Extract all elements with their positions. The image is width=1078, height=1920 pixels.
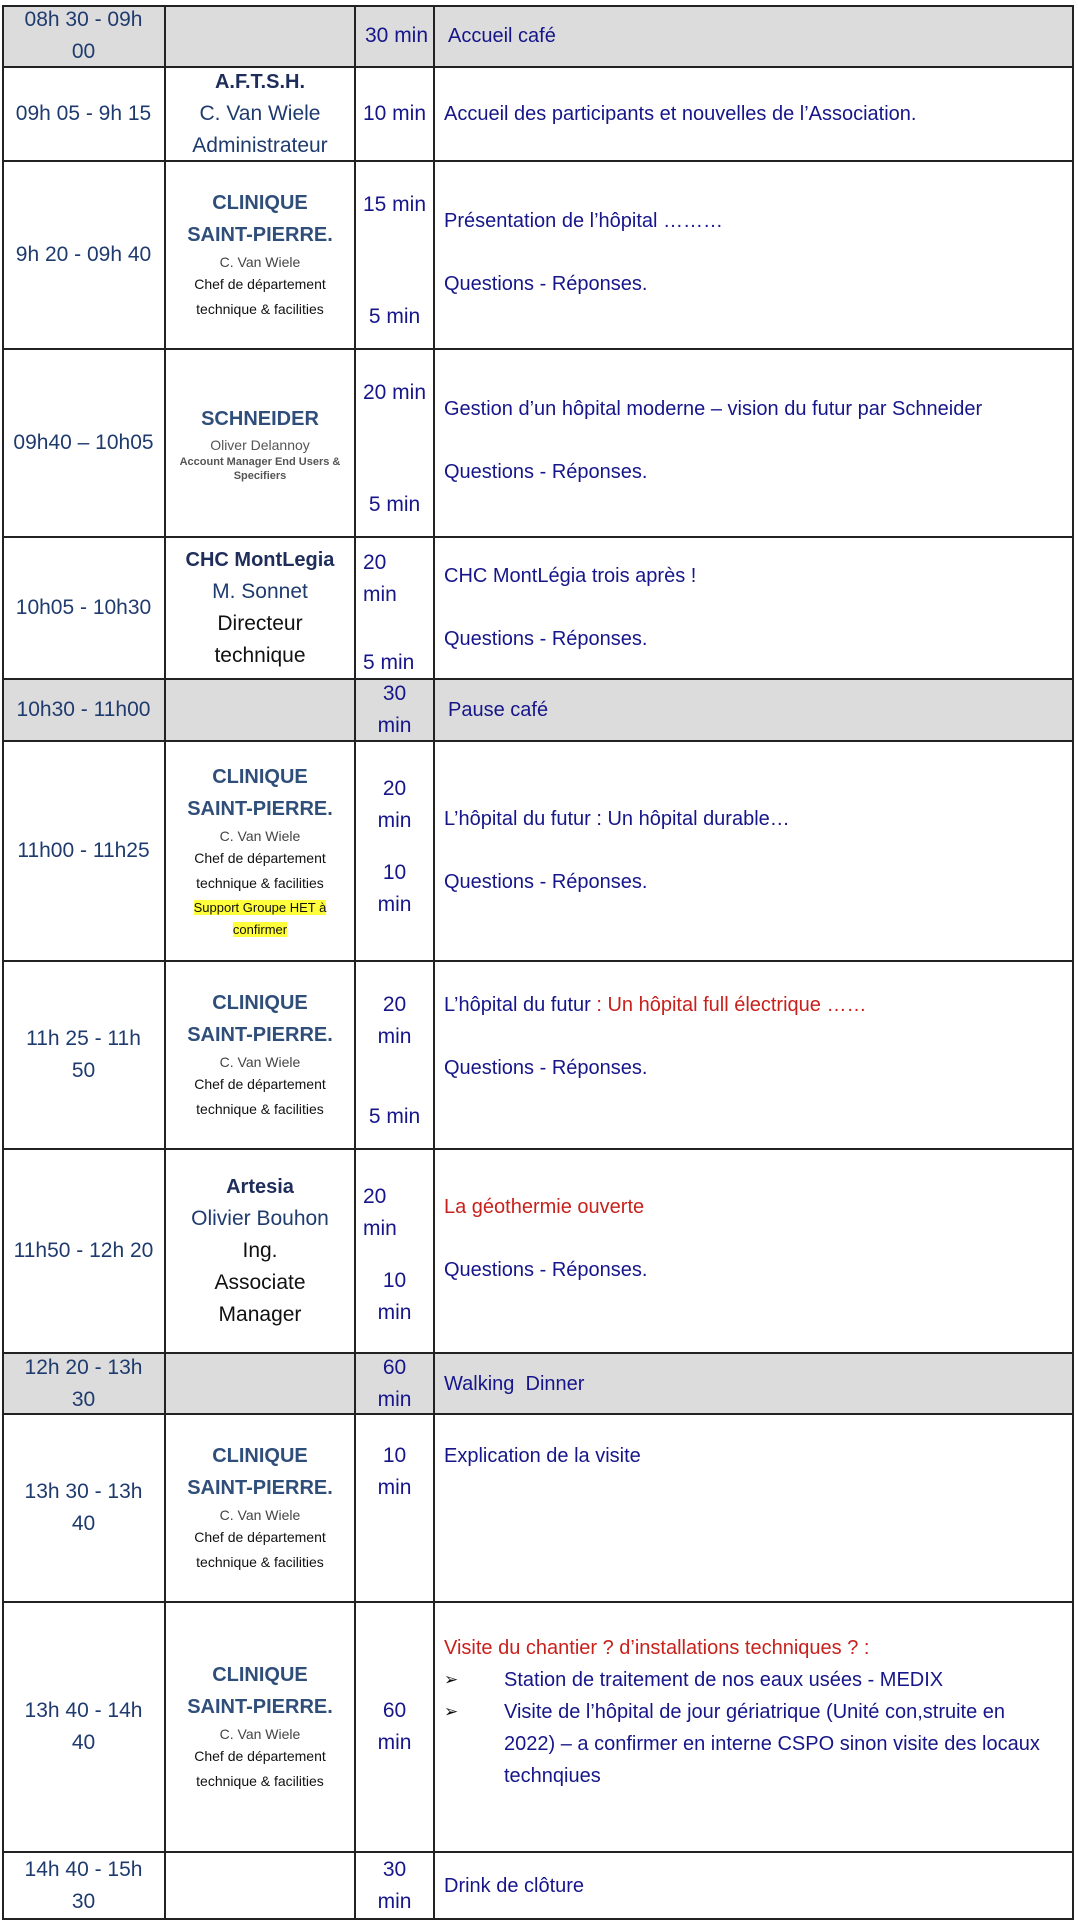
session-cell [434,1149,1074,1353]
session-title: Explication de la visite [444,1445,641,1467]
duration-cell [355,1852,434,1920]
bullet-item [444,1664,1060,1696]
session-cell [434,349,1074,537]
speaker-role: Chef de département [194,1529,326,1545]
session-cell [434,1602,1074,1852]
speaker-cell [165,349,355,537]
grid-line [2,960,1074,962]
session-cell [434,1353,1074,1414]
grid-line [2,160,1074,162]
grid-line [164,5,166,1920]
table-row [2,1602,1074,1852]
speaker-cell [165,5,355,67]
table-row [2,741,1074,961]
session-title [444,989,1074,1021]
qa-label: Questions - Réponses. [444,1057,648,1079]
session-title: Visite du chantier ? d’installations techniques ? : [444,1637,870,1659]
speaker-role: Administrateur [192,134,328,157]
speaker-role: Chef de département [194,1076,326,1092]
arrow-bullet-icon: ➢ [444,1702,459,1721]
session-title: Présentation de l’hôpital ……… [444,210,724,232]
speaker-name: C. Van Wiele [219,1507,301,1523]
duration: 15 min [362,193,427,216]
session-title: Drink de clôture [444,1875,585,1897]
time-cell: 10h30 - 11h00 [2,679,165,741]
speaker-cell [165,537,355,679]
grid-line [2,66,1074,68]
duration: 5 min [368,1105,421,1128]
session-title: La géothermie ouverte [444,1196,645,1218]
speaker-org: Artesia [226,1176,294,1198]
time-cell: 13h 40 - 14h 40 [24,1699,143,1754]
speaker-org: CLINIQUE SAINT-PIERRE. [187,1445,333,1499]
speaker-role: technique & facilities [196,1773,324,1789]
duration: 20 min [377,993,412,1048]
duration-cell [355,161,434,349]
duration: 20 min [363,551,397,606]
duration-cell [355,537,434,679]
grid-line [2,1148,1074,1150]
speaker-name: M. Sonnet [212,580,308,603]
speaker-name: C. Van Wiele [199,102,321,125]
grid-line [2,740,1074,742]
qa-label: Questions - Réponses. [444,1259,648,1281]
speaker-cell [165,1602,355,1852]
duration: 60 min [377,1355,412,1411]
speaker-role: technique & facilities [196,1554,324,1570]
duration: 30 min [377,682,412,737]
speaker-org: CLINIQUE SAINT-PIERRE. [187,192,333,246]
session-title: L’hôpital du futur : Un hôpital durable… [444,808,790,830]
time-cell: 9h 20 - 09h 40 [15,243,152,266]
table-row [2,679,1074,741]
table-row [2,1414,1074,1602]
duration: 30 min [365,24,429,47]
speaker-cell [165,1414,355,1602]
table-row [2,1852,1074,1920]
time-cell: 09h 05 - 9h 15 [15,102,152,125]
session-title: Accueil café [448,25,556,47]
duration: 20 min [377,777,412,832]
session-title: Walking Dinner [444,1372,585,1395]
speaker-cell [165,961,355,1149]
table-row [2,961,1074,1149]
time-cell: 11h50 - 12h 20 [13,1239,154,1262]
duration: 5 min [368,493,421,516]
grid-line [2,536,1074,538]
speaker-org: CLINIQUE SAINT-PIERRE. [187,1664,333,1718]
speaker-name: Oliver Delannoy [210,437,310,453]
speaker-cell [165,1149,355,1353]
speaker-cell [165,741,355,961]
speaker-name: Olivier Bouhon [191,1207,329,1230]
speaker-role: technique & facilities [196,875,324,891]
grid-line [1072,5,1074,1920]
speaker-role: Account Manager End Users & Specifiers [179,456,341,482]
grid-line [2,678,1074,680]
time-cell: 14h 40 - 15h 30 [24,1858,143,1913]
time-cell: 08h 30 - 09h 00 [2,5,165,67]
session-title: Accueil des participants et nouvelles de l’Association. [444,103,917,125]
speaker-role: Chef de département [194,1748,326,1764]
duration: 5 min [368,305,421,328]
speaker-role: Ing. Associate Manager [214,1239,306,1326]
bullet-text: Station de traitement de nos eaux usées - MEDIX [504,1669,944,1691]
speaker-role: Chef de département [194,276,326,292]
speaker-cell [165,679,355,741]
speaker-org: CLINIQUE SAINT-PIERRE. [187,766,333,820]
duration-cell [355,1414,434,1602]
duration-cell [355,1149,434,1353]
speaker-org: A.F.T.S.H. [214,71,305,93]
session-cell [434,67,1074,161]
grid-line [2,5,1074,7]
session-cell [434,741,1074,961]
duration: 10 min [362,102,427,125]
duration: 5 min [363,651,415,674]
duration-cell [355,679,434,741]
qa-label: Questions - Réponses. [444,628,648,650]
duration: 60 min [377,1699,412,1754]
speaker-name: C. Van Wiele [219,828,301,844]
duration-cell [355,961,434,1149]
table-row [2,5,1074,67]
table-row [2,161,1074,349]
duration: 10 min [377,1444,412,1499]
qa-label: Questions - Réponses. [444,871,648,893]
table-row [2,537,1074,679]
arrow-bullet-icon: ➢ [444,1670,459,1689]
duration: 10 min [377,861,412,916]
table-row [2,1353,1074,1414]
speaker-name: C. Van Wiele [219,1726,301,1742]
duration: 20 min [362,381,427,404]
duration: 20 min [363,1185,397,1240]
duration-cell [355,1353,434,1414]
grid-line [2,1601,1074,1603]
time-cell: 09h40 – 10h05 [13,431,154,454]
session-cell [434,1414,1074,1602]
speaker-role: Chef de département [194,850,326,866]
speaker-org: CHC MontLegia [185,549,335,571]
grid-line [2,1352,1074,1354]
grid-line [2,1851,1074,1853]
bullet-text: Visite de l’hôpital de jour gériatrique (Unité con,struite en 2022) – a confirmer en interne CSPO sinon visite des locaux technqiues [504,1701,1040,1787]
grid-line [2,5,4,1920]
note-highlight: Support Groupe HET à confirmer [193,900,327,937]
table-row [2,1149,1074,1353]
speaker-name: C. Van Wiele [219,254,301,270]
speaker-org: SCHNEIDER [201,408,319,430]
session-cell [434,1852,1074,1920]
duration: 30 min [377,1858,412,1913]
session-cell [434,537,1074,679]
time-cell: 11h 25 - 11h 50 [26,1027,141,1082]
speaker-role: technique & facilities [196,1101,324,1117]
speaker-org: CLINIQUE SAINT-PIERRE. [187,992,333,1046]
session-title: Pause café [448,699,549,721]
session-title: CHC MontLégia trois après ! [444,565,697,587]
duration: 10 min [377,1269,412,1324]
duration-cell [355,67,434,161]
table-row [2,349,1074,537]
grid-line [2,348,1074,350]
speaker-cell [165,67,355,161]
session-cell [434,679,1074,741]
duration-cell [355,1602,434,1852]
speaker-cell [165,161,355,349]
speaker-role: technique & facilities [196,301,324,317]
time-cell: 10h05 - 10h30 [15,596,152,619]
speaker-role: Directeur technique [214,612,306,667]
duration-cell [355,741,434,961]
qa-label: Questions - Réponses. [444,461,648,483]
duration-cell [355,5,434,67]
session-title-part: L’hôpital du futur [444,994,591,1016]
session-cell [434,961,1074,1149]
table-row [2,67,1074,161]
session-cell [434,161,1074,349]
time-cell: 13h 30 - 13h 40 [24,1480,143,1535]
grid-line [354,5,356,1920]
session-cell [434,5,1074,67]
speaker-cell [165,1353,355,1414]
session-title: Gestion d’un hôpital moderne – vision du futur par Schneider [444,398,983,420]
bullet-item [444,1696,1060,1792]
grid-line [433,5,435,1920]
time-cell: 12h 20 - 13h 30 [2,1353,165,1414]
session-title-highlight: : Un hôpital full électrique …… [590,994,867,1016]
speaker-name: C. Van Wiele [219,1054,301,1070]
time-cell: 11h00 - 11h25 [17,839,150,862]
qa-label: Questions - Réponses. [444,273,648,295]
duration-cell [355,349,434,537]
speaker-cell [165,1852,355,1920]
grid-line [2,1413,1074,1415]
